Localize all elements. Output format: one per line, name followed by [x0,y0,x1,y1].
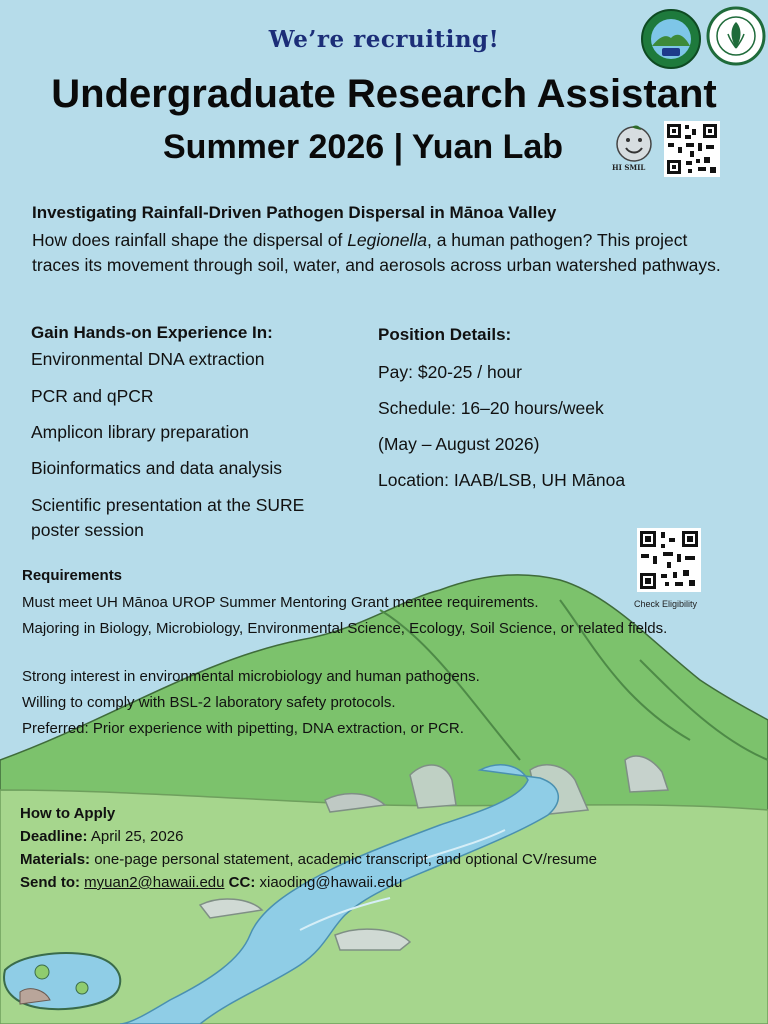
project-desc-part1: How does rainfall shape the dispersal of [32,230,348,250]
requirements-heading: Requirements [22,567,123,584]
send-label: Send to: [20,874,80,891]
lab-logo-text: HI SMIL [612,163,646,172]
send-email-link[interactable]: myuan2@hawaii.edu [84,874,225,891]
materials-line [20,850,597,870]
deadline-line [20,827,183,847]
requirement-item: Willing to comply with BSL-2 laboratory safety protocols. [22,694,396,711]
recruiting-banner: We’re recruiting! [268,26,500,53]
position-item: Location: IAAB/LSB, UH Mānoa [378,470,626,490]
experience-item: Scientific presentation at the SURE poster session [31,495,305,540]
experience-item: PCR and qPCR [31,386,154,406]
experience-item: Amplicon library preparation [31,422,249,442]
requirement-item: Preferred: Prior experience with pipetting, DNA extraction, or PCR. [22,720,464,737]
qr-code-lab[interactable] [664,121,720,177]
position-item: Schedule: 16–20 hours/week [378,398,604,418]
project-desc-part2: , a human pathogen? This project traces its movement through soil, water, and aerosols across urban watershed pathways. [32,230,721,275]
cc-email[interactable]: xiaoding@hawaii.edu [259,874,403,891]
experience-item: Environmental DNA extraction [31,349,265,369]
materials-label: Materials: [20,851,91,868]
requirement-item: Must meet UH Mānoa UROP Summer Mentoring Grant mentee requirements. [22,594,539,611]
project-title: Investigating Rainfall-Driven Pathogen Dispersal in Mānoa Valley [32,203,557,222]
experience-heading: Gain Hands-on Experience In: [31,323,273,342]
qr-caption: Check Eligibility [634,599,698,609]
project-desc-italic: Legionella [347,230,427,250]
position-item: (May – August 2026) [378,434,540,454]
apply-heading: How to Apply [20,805,116,822]
qr-code-eligibility[interactable] [637,528,701,592]
materials-value: one-page personal statement, academic transcript, and optional CV/resume [94,851,597,868]
deadline-value: April 25, 2026 [90,828,184,845]
experience-item: Bioinformatics and data analysis [31,458,282,478]
position-item: Pay: $20-25 / hour [378,362,522,382]
hi-smil-logo [612,122,658,168]
position-heading: Position Details: [378,325,512,344]
send-line [20,873,402,893]
project-description [32,228,732,277]
cc-label: CC: [228,874,256,891]
deadline-label: Deadline: [20,828,88,845]
requirement-item: Strong interest in environmental microbiology and human pathogens. [22,668,480,685]
page-title: Undergraduate Research Assistant [51,72,717,116]
requirement-item: Majoring in Biology, Microbiology, Environmental Science, Ecology, Soil Science, or related fields. [22,620,668,637]
page-subtitle: Summer 2026 | Yuan Lab [163,128,564,166]
